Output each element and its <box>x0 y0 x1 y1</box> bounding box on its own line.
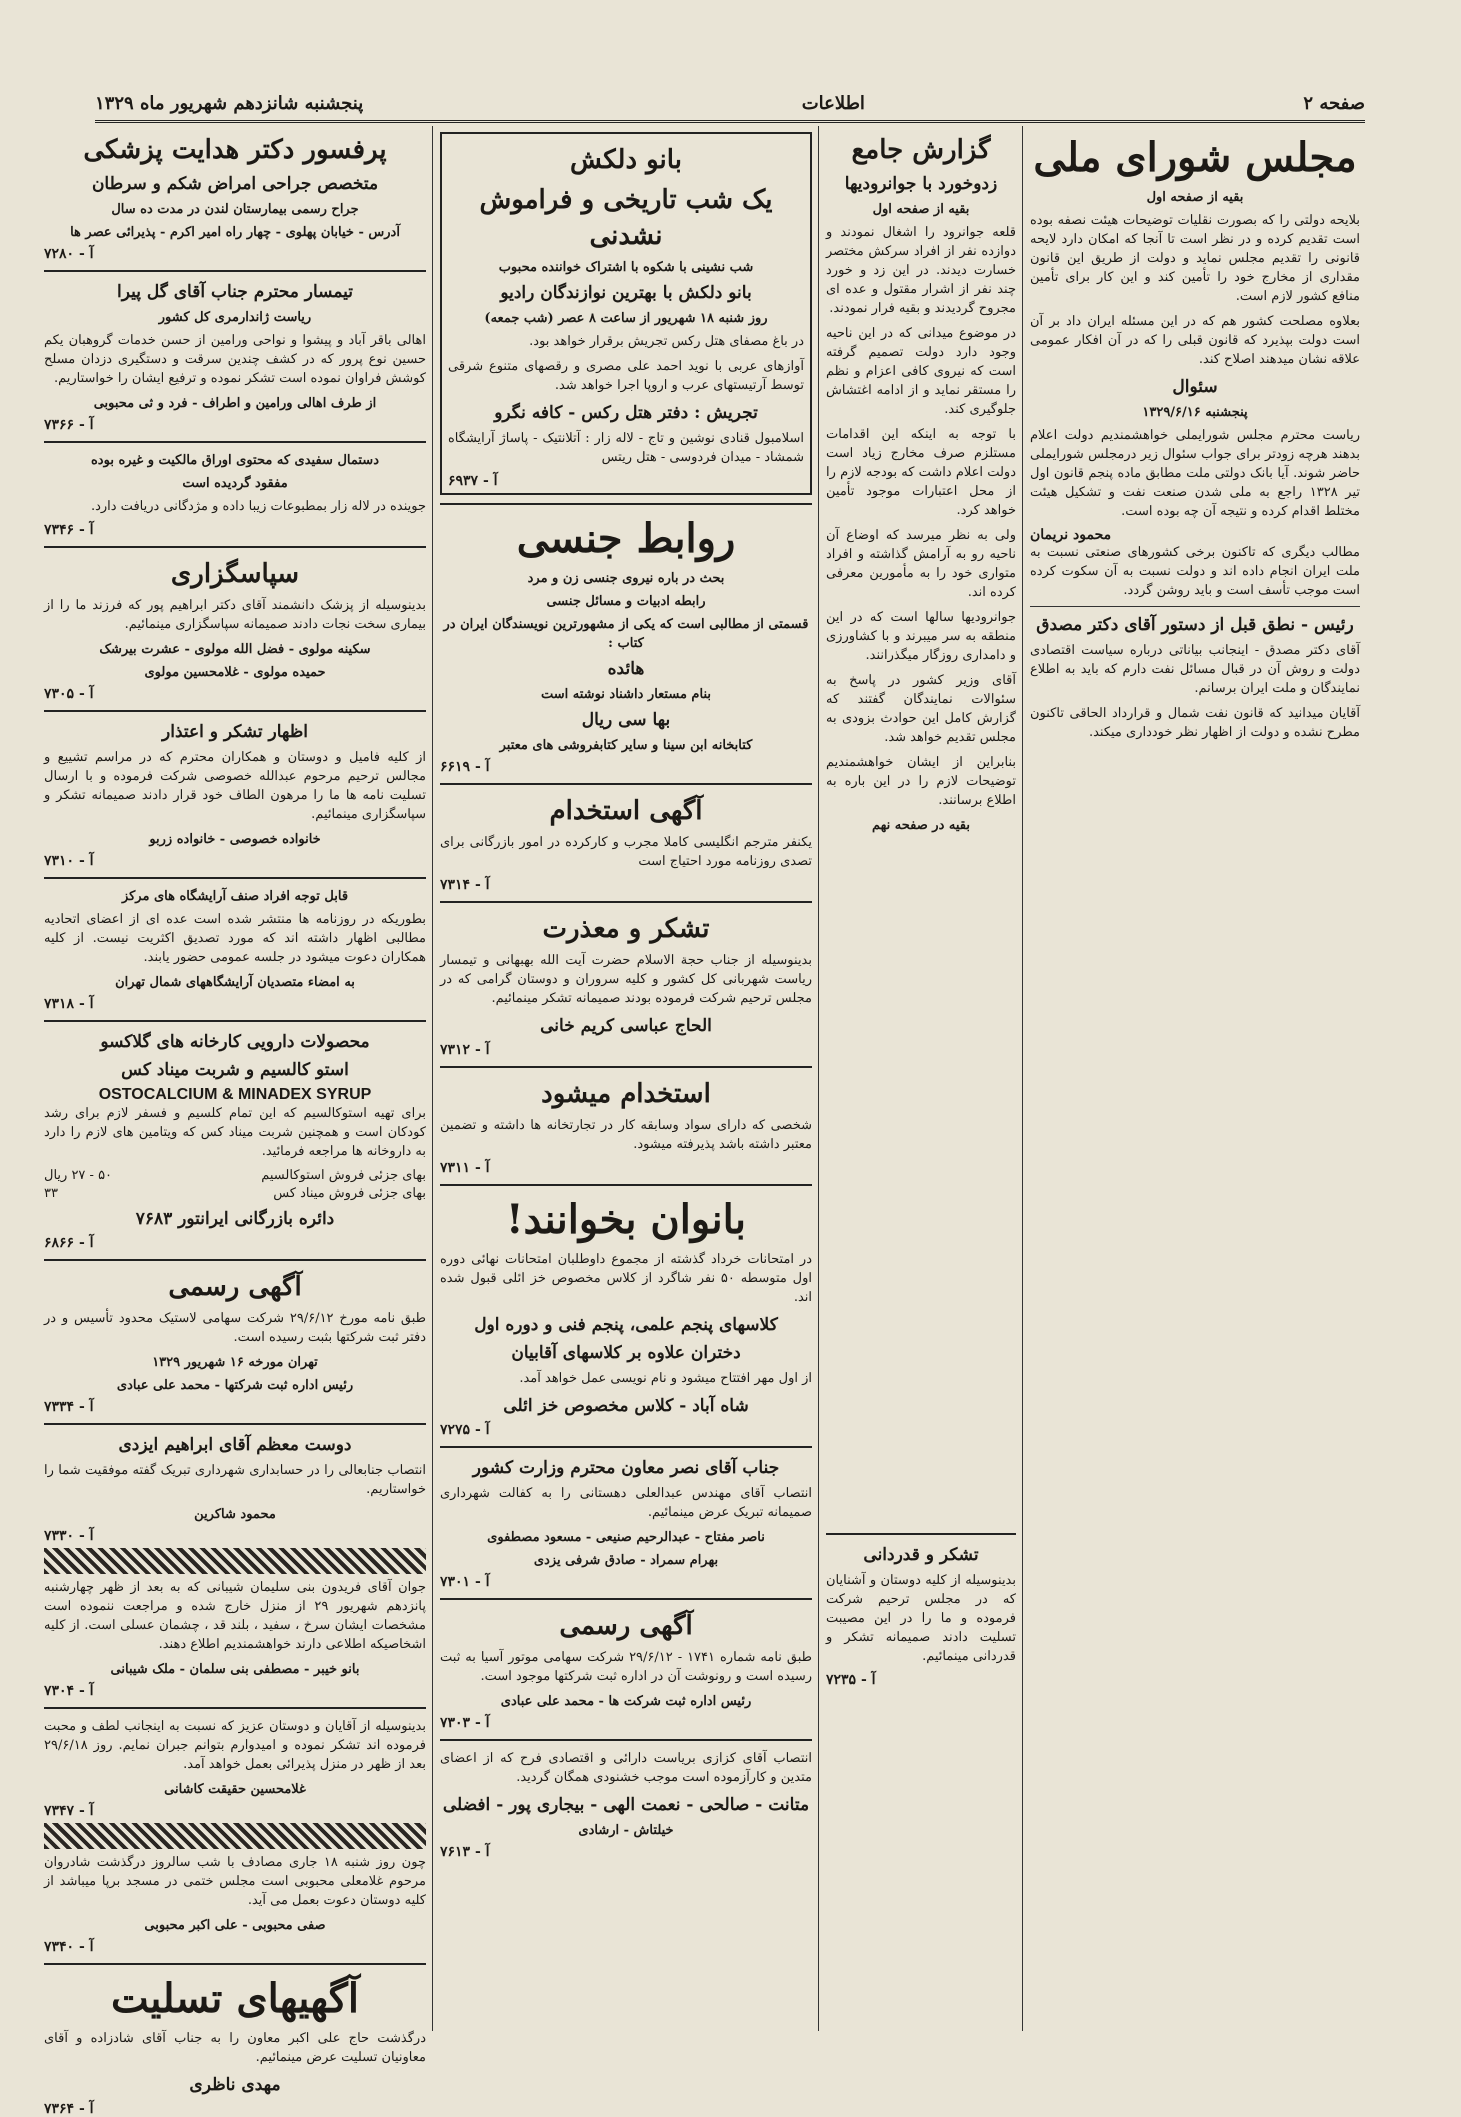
ads-middle-column <box>440 128 812 2033</box>
official-ad-title: آگهی رسمی <box>168 1272 302 1302</box>
decorative-band <box>44 1823 426 1849</box>
ad-body: طبق نامه شماره ۱۷۴۱ - ۲۹/۶/۱۲ شرکت سهامی موتور آسیا به ثبت رسیده است و رونوشت آن در اداره ثبت شرکتها موجود است. <box>440 1650 813 1684</box>
ad-body: از اول مهر افتتاح میشود و نام نویسی عمل خواهد آمد. <box>519 1371 812 1386</box>
ad-code: آ - ۷۳۱۰ <box>44 853 94 869</box>
issue-date: پنجشنبه شانزدهم شهریور ماه ۱۳۲۹ <box>95 92 364 114</box>
divider <box>1030 606 1360 607</box>
divider <box>440 1739 812 1741</box>
article-paragraph: آقای دکتر مصدق - اینجانب بیاناتی درباره سیاست اقتصادی دولت و روش آن در قبال مسائل نفت دارم که باید به اطلاع نمایندگان و ملت ایران برسانم. <box>1030 643 1360 696</box>
book-name: هائده <box>607 659 645 679</box>
ad-code: آ - ۷۳۰۳ <box>440 1715 490 1731</box>
ad-signature: بانو خیبر - مصطفی بنی سلمان - ملک شیبانی <box>110 1662 360 1677</box>
ad-code: آ - ۷۲۷۵ <box>440 1422 490 1438</box>
decorative-band <box>44 1548 426 1574</box>
ad-title: بانو دلکش <box>570 145 682 175</box>
ad-code: آ - ۷۳۱۸ <box>44 996 94 1012</box>
divider <box>44 1707 426 1709</box>
price-value: ۵۰ - ۲۷ ریال <box>44 1168 113 1183</box>
ad-signature: حمیده مولوی - غلامحسین مولوی <box>144 665 326 680</box>
ad-date: تهران مورخه ۱۶ شهریور ۱۳۲۹ <box>152 1355 318 1370</box>
article-paragraph: آقای وزیر کشور در پاسخ به سئوالات نمایندگان گفتند که گزارش کامل این حوادث بزودی به مجلس تقدیم خواهد شد. <box>826 673 1016 745</box>
price-value: ۳۳ <box>44 1186 58 1201</box>
ads-left-column <box>44 128 427 2117</box>
ad-line: جراح رسمی بیمارستان لندن در مدت ده سال <box>111 202 359 217</box>
divider <box>44 270 426 272</box>
continued-note: بقیه از صفحه اول <box>1146 190 1244 205</box>
ad-body: بدینوسیله از جناب حجة الاسلام حضرت آیت الله بهبهانی و تیمسار ریاست شهربانی کل کشور و کلیه سروران و دوستان گرامی که در مجلس ترحیم شرکت فرموده بودند صمیمانه تشکر مینمائیم. <box>440 953 812 1006</box>
divider <box>44 710 426 712</box>
women-ad-title: بانوان بخوانند! <box>505 1196 747 1243</box>
ad-body: چون روز شنبه ۱۸ جاری مصادف با شب سالروز درگذشت شادروان مرحوم غلامعلی محبوبی است مجلس ختمی در مسجد برپا میباشد از کلیه دوستان دعوت بعمل می آید. <box>44 1855 426 1908</box>
thanks-body: بدینوسیله از کلیه دوستان و آشنایان که در مجلس ترحیم شرکت فرموده و ما را در این مصیبت تسلیت دادند صمیمانه تشکر و قدردانی مینمائیم. <box>826 1573 1016 1664</box>
column-rule <box>818 126 819 2031</box>
ad-signature: رئیس اداره ثبت شرکتها - محمد علی عبادی <box>116 1378 354 1393</box>
article-paragraph: ولی به نظر میرسد که اوضاع آن ناحیه رو به آرامش گذاشته و افراد متواری خود را به مأمورین معرفی کرده اند. <box>826 528 1016 600</box>
divider <box>44 546 426 548</box>
doctor-ad-subtitle: متخصص جراحی امراض شکم و سرطان <box>91 174 379 194</box>
ad-subtitle: ریاست ژاندارمری کل کشور <box>158 310 312 325</box>
ad-heading: دختران علاوه بر کلاسهای آقابیان <box>511 1343 741 1363</box>
signature: محمود نریمان <box>1030 527 1112 543</box>
divider <box>44 1259 426 1261</box>
ad-line: در باغ مصفای هتل رکس تجریش برقرار خواهد بود. <box>529 334 804 349</box>
continued-footer: بقیه در صفحه نهم <box>872 818 970 833</box>
article-paragraph: بنابراین از ایشان خواهشمندیم توضیحات لازم را در این باره به اطلاع برسانند. <box>826 755 1016 808</box>
ad-body: انتصاب جنابعالی را در حسابداری شهرداری تبریک گفته موفقیت شما را خواستاریم. <box>44 1463 426 1497</box>
divider <box>440 1066 812 1068</box>
article-paragraph: ریاست محترم مجلس شورایملی خواهشمندیم دولت اعلام بدهند هرچه زودتر برای جواب سئوال زیر درمجلس شورایملی حاضر شوند. آیا بانک دولتی ملت مطابق ماده پنجم قانون اول تیر ۱۳۲۸ راجع به ملی شدن صنعت نفت و تشکیل هیئت مختلط اقدام کرده و نتیجه آن چه بوده است. <box>1030 428 1360 519</box>
ad-signature: خانواده خصوصی - خانواده زربو <box>149 832 321 847</box>
ad-code: آ - ۷۳۱۲ <box>440 1042 490 1058</box>
masthead <box>95 86 1365 123</box>
page-number: صفحه ۲ <box>1303 92 1365 114</box>
article-paragraph: با توجه به اینکه این اقدامات مستلزم صرف مخارج زیاد است دولت اعلام داشت که بودجه لازم را از محل اعتبارات موجود تأمین خواهد کرد. <box>826 427 1016 518</box>
ad-code: آ - ۷۳۰۵ <box>44 686 94 702</box>
article-paragraph: آقایان میدانید که قانون نفت شمال و قرارداد الحاقی تاکنون مطرح نشده و دولت از اظهار نظر خودداری میکند. <box>1030 706 1360 740</box>
ad-code: آ - ۷۳۳۴ <box>44 1399 94 1415</box>
thanks-ad <box>826 1525 1016 1688</box>
ad-code: آ - ۷۳۴۰ <box>44 1939 94 1955</box>
ad-body: انتصاب آقای مهندس عبدالعلی دهستانی را به کفالت شهرداری صمیمانه تبریک عرض مینمائیم. <box>440 1486 812 1520</box>
ad-line: بنام مستعار داشناد نوشته است <box>540 687 711 702</box>
ad-heading: کلاسهای پنجم علمی، پنجم فنی و دوره اول <box>474 1315 778 1335</box>
ad-code: آ - ۷۲۳۵ <box>826 1672 876 1688</box>
doctor-ad-title: پرفسور دکتر هدایت پزشکی <box>83 135 387 165</box>
ad-code: آ - ۷۳۴۷ <box>44 1803 94 1819</box>
congrats-ad-title: جناب آقای نصر معاون محترم وزارت کشور <box>472 1458 780 1478</box>
gratitude-ad-title: سپاسگزاری <box>170 559 300 589</box>
price-row <box>44 1185 426 1203</box>
ad-address: آدرس - خیابان پهلوی - چهار راه امیر اکرم - پذیرائی عصر ها <box>70 225 400 240</box>
ad-signature: بهرام سمراد - صادق شرفی یزدی <box>533 1553 719 1568</box>
report-title: گزارش جامع <box>851 135 991 165</box>
speech-heading: رئیس - نطق قبل از دستور آقای دکتر مصدق <box>1036 615 1354 635</box>
ad-signature: متانت - صالحی - نعمت الهی - بیجاری پور - افضلی <box>442 1795 810 1815</box>
ad-code: آ - ۷۳۰۱ <box>440 1574 490 1590</box>
lost-ad-subtitle: مفقود گردیده است <box>182 476 288 491</box>
book-price: بها سی ریال <box>581 710 671 730</box>
ad-body: در امتحانات خرداد گذشته از مجموع داوطلبان امتحانات نهائی دوره اول متوسطه ۵۰ نفر شاگرد از کلاس مخصوص خز ائلی قبول شده اند. <box>440 1252 812 1305</box>
ad-signature: رئیس اداره ثبت شرکت ها - محمد علی عبادی <box>500 1694 752 1709</box>
ad-code: آ - ۶۸۶۶ <box>44 1235 94 1251</box>
ad-body: جوینده در لاله زار بمطبوعات زیبا داده و مژدگانی دریافت دارد. <box>90 499 426 514</box>
ad-body: اهالی باقر آباد و پیشوا و نواحی ورامین از حسن خدمات گروهبان یکم حسین نوع پرور که در کشف چندین سرقت و دستگیری دزدان مسلح کوشش فراوان نموده است تشکر نموده و ترفیع ایشان را خواستاریم. <box>44 333 426 386</box>
ad-signature: سکینه مولوی - فضل الله مولوی - عشرت بیرشک <box>99 642 371 657</box>
divider <box>826 1533 1016 1535</box>
article-paragraph: بعلاوه مصلحت کشور هم که در این مسئله ایران داد بر آن است دولت بپذیرد که قانون قبلی را که در آن افکار عمومی علاقه نشان میدهند اصلاح کند. <box>1030 314 1360 367</box>
continued-note: بقیه از صفحه اول <box>872 202 970 217</box>
book-ad-title: روابط جنسی <box>516 515 736 562</box>
ad-line: بانو دلکش با بهترین نوازندگان رادیو <box>500 283 752 303</box>
majlis-column <box>1030 128 1360 2033</box>
ad-line: تجریش : دفتر هتل رکس - کافه نگرو <box>494 403 758 423</box>
ad-code: آ - ۷۳۰۴ <box>44 1683 94 1699</box>
divider <box>440 503 812 505</box>
thanks-title: تشکر و قدردانی <box>863 1545 979 1565</box>
article-paragraph: در موضوع میدانی که در این ناحیه وجود دارد دولت تصمیم گرفته است که نیروی کافی اعزام و نظم را مستقر نماید و از ادامه اغتشاش جلوگیری کند. <box>826 326 1016 417</box>
column-rule <box>1022 126 1023 2031</box>
ad-code: آ - ۷۳۶۴ <box>44 2101 94 2117</box>
ad-line: اسلامبول قنادی نوشین و تاج - لاله زار : آتلانتیک - پاساژ آرایشگاه شمشاد - میدان فردوسی - هتل ریتس <box>448 431 804 465</box>
article-paragraph: بلایحه دولتی را که بصورت نقلیات توضیحات هیئت نصفه بوده است تقدیم کرده و در نظر است تا آنجا که امکان دارد لایحه قانونی را تقدیم مجلس نماید و دولت از طریق این قانون مقداری از مخارج خود را تأمین کند و این کار برای تأمین منافع کشور لازم است. <box>1030 213 1360 304</box>
divider <box>440 783 812 785</box>
report-column <box>826 128 1016 2033</box>
ad-body: درگذشت حاج علی اکبر معاون را به جناب آقای شادزاده و آقای معاونیان تسلیت عرض مینمائیم. <box>44 2031 426 2065</box>
paper-name: اطلاعات <box>801 92 865 114</box>
price-label: بهای جزئی فروش استوکالسیم <box>261 1168 426 1183</box>
lost-ad-title: دستمال سفیدی که محتوی اوراق مالکیت و غیره بوده <box>91 453 379 468</box>
divider <box>44 441 426 443</box>
ad-body: طبق نامه مورخ ۲۹/۶/۱۲ شرکت سهامی لاستیک محدود تأسیس و در دفتر ثبت شرکتها بثبت رسیده است. <box>44 1311 427 1345</box>
ad-code: آ - ۷۲۸۰ <box>44 246 94 262</box>
divider <box>440 1598 812 1600</box>
article-paragraph: جوانرودیها سالها است که در این منطقه به سر میبرند و با کشاورزی و دامداری روزگار میگذرانند. <box>826 610 1016 663</box>
ad-code: آ - ۷۳۱۱ <box>440 1160 490 1176</box>
thanks-ad-title: تشکر و معذرت <box>542 914 710 944</box>
ad-body: بدینوسیله از پزشک دانشمند آقای دکتر ابراهیم پور که فرزند ما را از بیماری سخت نجات دادند صمیمانه سپاسگزاری مینمائیم. <box>44 598 426 632</box>
report-subtitle: زدوخورد با جوانرودیها <box>844 174 998 194</box>
barbers-ad-title: قابل توجه افراد صنف آرایشگاه های مرکز <box>121 889 349 904</box>
ad-line: قسمتی از مطالبی است که یکی از مشهورترین نویسندگان ایران در کتاب : <box>443 617 809 651</box>
question-date: پنجشنبه ۱۳۲۹/۶/۱۶ <box>1142 405 1248 420</box>
ad-place: شاه آباد - کلاس مخصوص خز ائلی <box>503 1396 749 1416</box>
divider <box>440 1184 812 1186</box>
ad-signature: الحاج عباسی کریم خانی <box>540 1016 712 1036</box>
ad-code: آ - ۷۶۱۳ <box>440 1844 490 1860</box>
ad-body: بطوریکه در روزنامه ها منتشر شده است عده ای از اعضای اتحادیه مطالبی اظهار داشته اند که مورد تصدیق اکثریت نیست. از کلیه همکاران دعوت میشود در جلسه عمومی حضور یابند. <box>44 912 426 965</box>
ad-signature: ناصر مفتاح - عبدالرحیم صنیعی - مسعود مصطفوی <box>487 1530 765 1545</box>
dalkesh-ad <box>440 132 812 495</box>
question-heading: سئوال <box>1172 377 1218 397</box>
article-paragraph: مطالب دیگری که تاکنون برخی کشورهای صنعتی نسبت به ملت ایران انجام داده اند و دولت نسبت به آن سکوت کرده است موجب تأسف است و باید روشن گردد. <box>1030 545 1360 598</box>
price-row <box>44 1167 426 1185</box>
ad-signature: خیلتاش - ارشادی <box>578 1823 674 1838</box>
gendarmerie-ad-title: تیمسار محترم جناب آقای گل پیرا <box>116 282 354 302</box>
glaxo-ad-title: محصولات دارویی کارخانه های گلاکسو <box>100 1032 370 1052</box>
hiring-ad-title: استخدام میشود <box>541 1079 711 1109</box>
condolence-ad-title: آگهیهای تسلیت <box>111 1975 359 2022</box>
ad-signature: از طرف اهالی ورامین و اطراف - فرد و ثی محبوبی <box>93 396 377 411</box>
ad-date: روز شنبه ۱۸ شهریور از ساعت ۸ عصر (شب جمعه) <box>484 311 768 326</box>
ad-body: برای تهیه استوکالسیم که این تمام کلسیم و فسفر لازم برای رشد کودکان است و همچنین شربت میناد کس که ویتامین های لازم را دارد به داروخانه ها مراجعه فرمائید. <box>44 1106 426 1159</box>
divider <box>44 1423 426 1425</box>
price-label: بهای جزئی فروش میناد کس <box>273 1186 426 1201</box>
ad-body: شخصی که دارای سواد وسابقه کار در تجارتخانه ها داشته و تضمین معتبر داشته باشد پذیرفته میشود. <box>440 1118 812 1152</box>
ad-body: انتصاب آقای کزازی بریاست دارائی و اقتصادی فرح که از اعضای متدین و کارآزموده است موجب خشنودی همگان گردید. <box>440 1751 812 1785</box>
apology-ad-title: اظهار تشکر و اعتذار <box>162 722 308 742</box>
ad-line: آوازهای عربی با نوید احمد علی مصری و رقصهای متنوع شرقی توسط آرتیستهای عرب و اروپا اجرا خواهد شد. <box>448 359 804 393</box>
ad-line: شب نشینی با شکوه با اشتراک خواننده محبوب <box>498 260 754 275</box>
ad-code: آ - ۶۶۱۹ <box>440 759 490 775</box>
ad-code: آ - ۷۳۳۰ <box>44 1528 94 1544</box>
ad-line: رابطه ادبیات و مسائل جنسی <box>546 594 706 609</box>
ad-code: آ - ۷۳۱۴ <box>440 877 490 893</box>
employment-ad-title: آگهی استخدام <box>549 796 703 826</box>
ad-signature: محمود شاکرین <box>194 1507 276 1522</box>
ad-signature: صفی محبوبی - علی اکبر محبوبی <box>144 1918 326 1933</box>
friend-ad-title: دوست معظم آقای ابراهیم ایزدی <box>118 1435 352 1455</box>
glaxo-ad-latin: OSTOCALCIUM & MINADEX SYRUP <box>98 1086 372 1103</box>
ad-line: کتابخانه ابن سینا و سایر کتابفروشی های معتبر <box>499 738 753 753</box>
ad-body: جوان آقای فریدون بنی سلیمان شیبانی که به بعد از ظهر چهارشنبه پانزدهم شهریور ۲۹ از منزل خارج شده و مراجعت ننموده است مشخصات ایشان سرخ ، سفید ، بلند قد ، چشمان عسلی است. از کلیه اشخاصیکه اطلاعی دارند خواهشمندیم اطلاع دهند. <box>44 1580 426 1652</box>
ad-signature: غلامحسین حقیقت کاشانی <box>164 1782 306 1797</box>
ad-signature: مهدی ناظری <box>189 2075 281 2095</box>
article-paragraph: قلعه جوانرود را اشغال نمودند و دوازده نفر از افراد سرکش مختصر خسارت دیدند. در این زد و خورد چند نفر از اشرار مقتول و عده ای مجروح گردیدند و بقیه فرار نمودند. <box>826 225 1016 316</box>
divider <box>44 877 426 879</box>
ad-body: یکنفر مترجم انگلیسی کاملا مجرب و کارکرده در امور بازرگانی برای تصدی روزنامه مورد احتیاج است <box>440 835 812 869</box>
majlis-title: مجلس شورای ملی <box>1033 134 1357 181</box>
divider <box>44 1020 426 1022</box>
divider <box>440 901 812 903</box>
ad-code: آ - ۶۹۳۷ <box>448 473 498 489</box>
divider <box>44 1963 426 1965</box>
ad-subtitle: یک شب تاریخی و فراموش نشدنی <box>479 185 773 251</box>
ad-code: آ - ۷۳۴۶ <box>44 522 94 538</box>
divider <box>440 1446 812 1448</box>
ad-body: بدینوسیله از آقایان و دوستان عزیز که نسبت به اینجانب لطف و محبت فرموده اند تشکر نموده و امیدوارم بتوانم جبران نمایم. روز ۲۹/۶/۱۸ بعد از ظهر در منزل پذیرائی بعمل خواهد آمد. <box>44 1719 426 1772</box>
column-rule <box>432 126 433 2031</box>
ad-code: آ - ۷۳۶۶ <box>44 417 94 433</box>
ad-line: بحث در باره نیروی جنسی زن و مرد <box>527 571 725 586</box>
ad-body: از کلیه فامیل و دوستان و همکاران محترم که در مراسم تشییع و مجالس ترحیم مرحوم عبدالله خصوصی شرکت فرموده و با ارسال تسلیت نامه ها ما را مرهون الطاف خود قرار دادند صمیمانه تشکر و سپاسگزاری مینمائیم. <box>44 750 426 822</box>
glaxo-ad-subtitle: استو کالسیم و شربت میناد کس <box>121 1060 349 1080</box>
ad-signature: به امضاء متصدیان آرایشگاههای شمال تهران <box>115 975 355 990</box>
official-ad-title: آگهی رسمی <box>559 1611 693 1641</box>
ad-office: دائره بازرگانی ایرانتور ۷۶۸۳ <box>135 1209 335 1229</box>
